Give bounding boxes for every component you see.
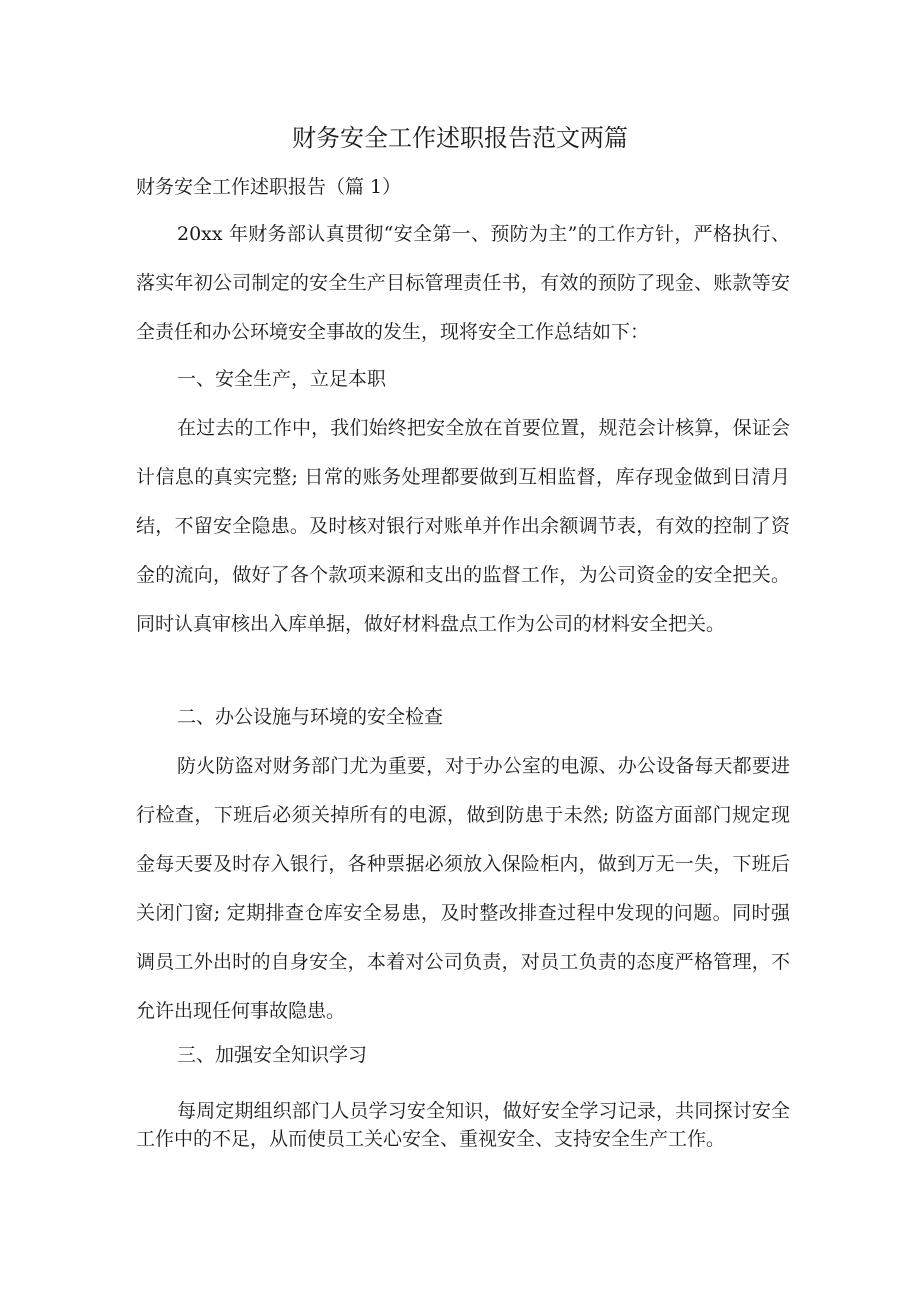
document-title: 财务安全工作述职报告范文两篇 xyxy=(292,124,628,152)
section-1-body: 在过去的工作中，我们始终把安全放在首要位置，规范会计核算，保证会计信息的真实完整; 日常的账务处理都要做到互相监督，库存现金做到日清月结，不留安全隐患。及时核对银行对账单并作出余额调节表，有效的控制了资金的流向，做好了各个款项来源和支出的监督工作，为公司资金的安全把关。同时认真审核出入库单据，做好材料盘点工作为公司的材料安全把关。 xyxy=(136,417,790,635)
section-2-body: 防火防盗对财务部门尤为重要，对于办公室的电源、办公设备每天都要进行检查，下班后必须关掉所有的电源，做到防患于未然; 防盗方面部门规定现金每天要及时存入银行，各种票据必须放入保险柜内，做到万无一失，下班后关闭门窗; 定期排查仓库安全易患，及时整改排查过程中发现的问题。同时强调员工外出时的自身安全，本着对公司负责，对员工负责的态度严格管理，不允许出现任何事故隐患。 xyxy=(136,755,790,1022)
section-3-heading: 三、加强安全知识学习 xyxy=(177,1044,368,1066)
section-1-heading: 一、安全生产，立足本职 xyxy=(177,368,387,390)
intro-paragraph: 20xx 年财务部认真贯彻“安全第一、预防为主”的工作方针，严格执行、落实年初公司制定的安全生产目标管理责任书，有效的预防了现金、账款等安全责任和办公环境安全事故的发生，现将安全工作总结如下： xyxy=(136,223,790,343)
section-2-heading: 二、办公设施与环境的安全检查 xyxy=(177,706,444,728)
section-3-body: 每周定期组织部门人员学习安全知识，做好安全学习记录，共同探讨安全工作中的不足，从而使员工关心安全、重视安全、支持安全生产工作。 xyxy=(136,1100,790,1150)
article-title: 财务安全工作述职报告（篇 1） xyxy=(136,176,402,198)
